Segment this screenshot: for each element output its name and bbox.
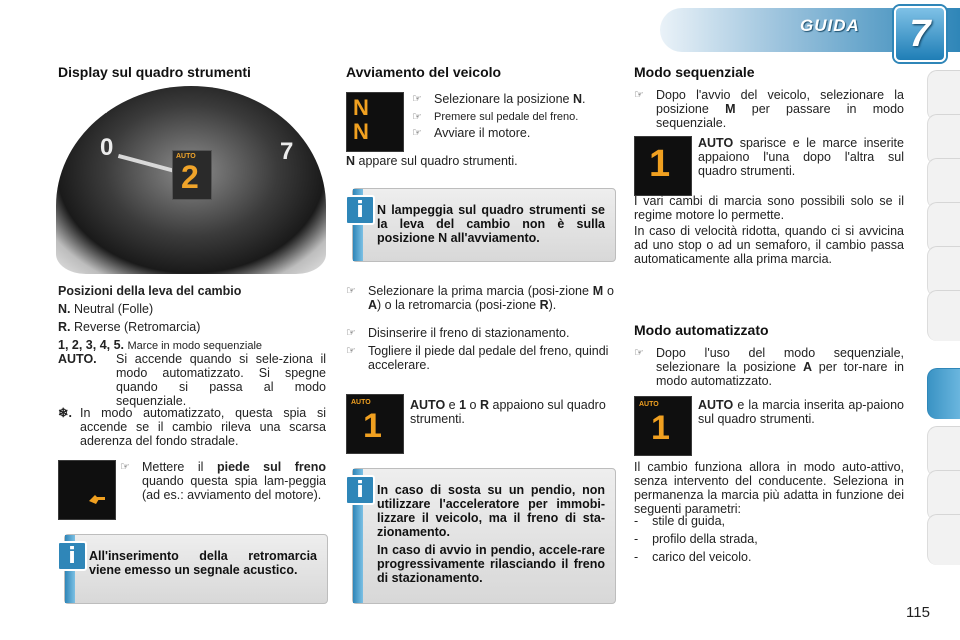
snow-description: In modo automatizzato, questa spia si accende se il cambio rileva una scarsa aderenza del fondo stradale.: [80, 406, 326, 448]
info-box-neutral: [352, 188, 616, 262]
dial-number: 6: [284, 92, 298, 119]
brake-foot-icon: [59, 461, 115, 519]
dashboard-image: [56, 86, 326, 274]
position-item: 1, 2, 3, 4, 5. Marce in modo sequenziale: [58, 338, 263, 352]
hand-pointer-icon: ☞: [346, 285, 356, 297]
info-icon: i: [345, 475, 375, 505]
paragraph: I vari cambi di marcia sono possibili solo se il regime motore lo permette.: [634, 194, 904, 222]
auto-gear-thumbnail: [634, 396, 692, 456]
paragraph: In caso di velocità ridotta, quando ci si avvicina ad uno stop o ad un semaforo, il cambio passa automaticamente alla prima marcia.: [634, 224, 904, 266]
gear-letter-n: N: [353, 119, 369, 144]
side-tab-active[interactable]: [927, 368, 960, 419]
snow-key: ❄.: [58, 406, 72, 420]
info-text: In caso di sosta su un pendio, non utilizzare l'acceleratore per immobi-lizzare il veicolo, ma il freno di sta-zionamento.: [377, 483, 605, 539]
hand-pointer-icon: ☞: [412, 127, 422, 139]
info-text: In caso di avvio in pendio, accele-rare progressivamente rilasciando il freno di stazionamento.: [377, 543, 605, 585]
dial-number: 1: [94, 92, 108, 119]
info-text: All'inserimento della retromarcia viene emesso un segnale acustico.: [89, 549, 317, 577]
section-heading-sequential: Modo sequenziale: [634, 64, 755, 80]
auto-description: Si accende quando si sele-ziona il modo automatizzato. Si spegne quando si passa al modo sequenziale.: [116, 352, 326, 408]
dial-number: 0: [100, 134, 114, 161]
info-text: N lampeggia sul quadro strumenti se la leva del cambio non è sulla posizione N all'avviamento.: [377, 203, 605, 245]
gear-digit: 1: [651, 409, 670, 447]
position-item: N. Neutral (Folle): [58, 302, 154, 316]
gear-digit: 1: [649, 143, 671, 185]
positions-heading: Posizioni della leva del cambio: [58, 284, 242, 298]
side-tab[interactable]: [927, 290, 960, 341]
page-number: 115: [906, 604, 930, 621]
first-gear-thumbnail: [634, 136, 692, 196]
chapter-title: GUIDA: [800, 16, 860, 35]
hand-pointer-icon: ☞: [120, 461, 130, 473]
gear-digit: 2: [181, 159, 199, 195]
section-heading-display: Display sul quadro strumenti: [58, 64, 251, 80]
auto-first-gear-thumbnail: [346, 394, 404, 454]
list-item: - profilo della strada,: [634, 532, 758, 546]
auto-indicator: AUTO: [351, 399, 371, 406]
brake-warning-thumbnail: [58, 460, 116, 520]
gear-letter-n: N: [353, 95, 369, 120]
hand-pointer-icon: ☞: [346, 345, 356, 357]
side-tab[interactable]: [927, 514, 960, 565]
chapter-side-tabs: [927, 70, 960, 580]
section-heading-automatic: Modo automatizzato: [634, 322, 769, 338]
gear-display: [172, 150, 212, 200]
hand-pointer-icon: ☞: [412, 111, 422, 123]
position-item: R. Reverse (Retromarcia): [58, 320, 201, 334]
n-appears-text: N appare sul quadro strumenti.: [346, 154, 518, 168]
info-box-reverse: [64, 534, 328, 604]
auto-indicator: AUTO: [639, 401, 659, 408]
dial-number: 7: [280, 138, 294, 165]
hand-pointer-icon: ☞: [634, 89, 644, 101]
neutral-indicator-thumbnail: [346, 92, 404, 152]
hand-pointer-icon: ☞: [412, 93, 422, 105]
auto-gear-appears-text: AUTO e la marcia inserita ap-paiono sul quadro strumenti.: [698, 398, 904, 426]
section-heading-start: Avviamento del veicolo: [346, 64, 502, 80]
info-icon: i: [57, 541, 87, 571]
list-item: - stile di guida,: [634, 514, 726, 528]
hand-pointer-icon: ☞: [346, 327, 356, 339]
list-item: - carico del veicolo.: [634, 550, 752, 564]
auto-indicator: AUTO: [176, 153, 196, 160]
hand-pointer-icon: ☞: [634, 347, 644, 359]
auto-key: AUTO.: [58, 352, 97, 366]
auto-appears-text: AUTO e 1 o R appaiono sul quadro strumenti.: [410, 398, 606, 426]
info-icon: i: [345, 195, 375, 225]
info-box-slope: [352, 468, 616, 604]
gear-digit: 1: [363, 407, 382, 445]
paragraph: Il cambio funziona allora in modo auto-attivo, senza intervento del conducente. Seleziona in permanenza la marcia più adatta in funzione dei seguenti parametri:: [634, 460, 904, 516]
auto-disappears-text: AUTO sparisce e le marce inserite appaiono l'una dopo l'altra sul quadro strumenti.: [698, 136, 904, 178]
chapter-number-badge: 7: [894, 6, 946, 62]
